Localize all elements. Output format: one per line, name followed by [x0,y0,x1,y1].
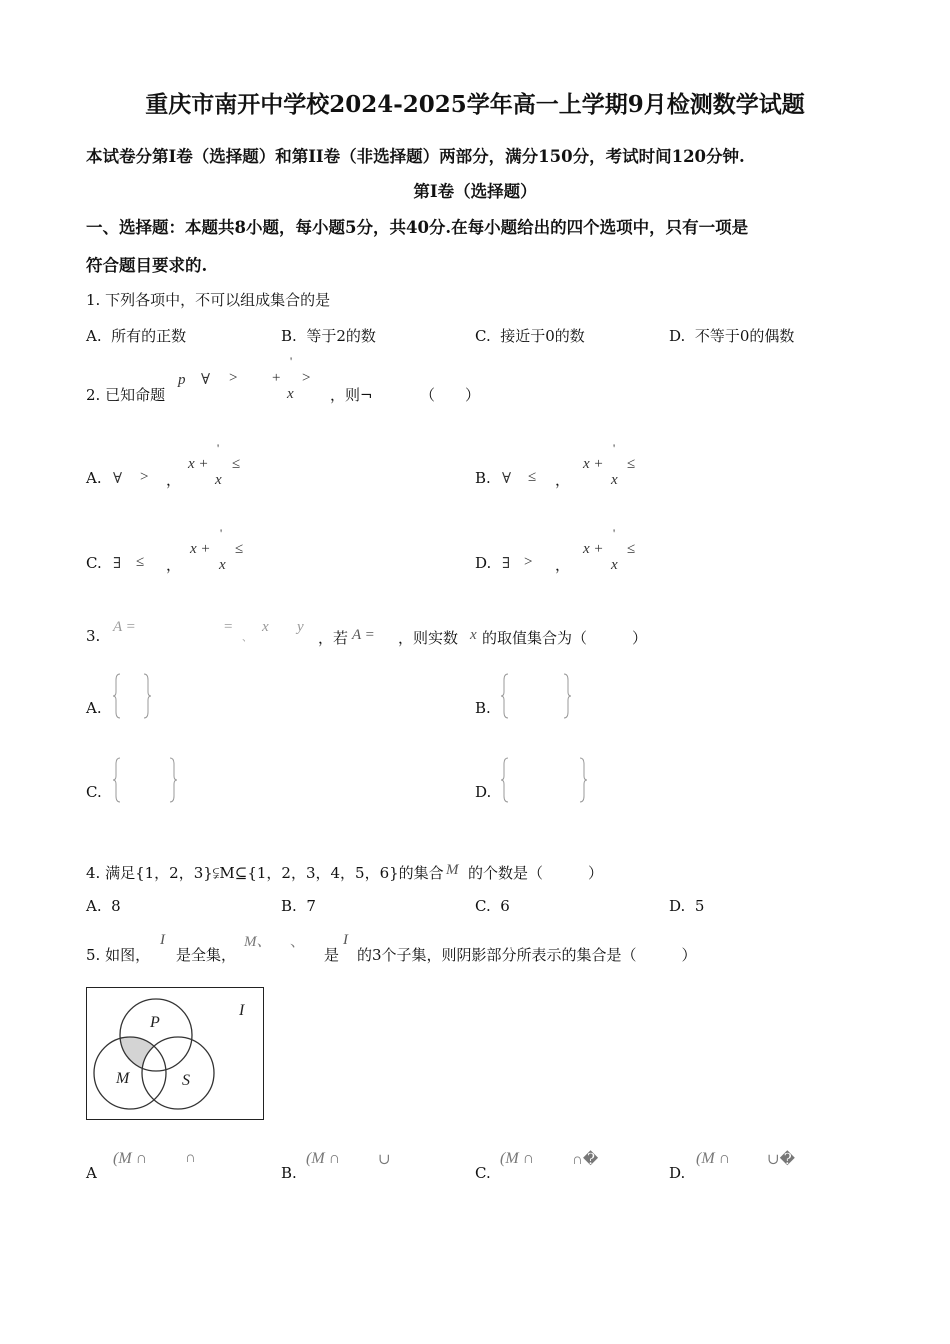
q2-x-den: x [287,386,294,402]
q4-option-a: A. 8 [86,897,121,915]
q4-option-d: D. 5 [669,897,705,915]
q4-M: M [446,862,459,878]
q5-option-b-label: B. [281,1164,297,1182]
q2-option-b-label: B. [475,469,491,487]
q2-option-c-rel: ≤ [136,554,145,570]
q3-tail2: 的取值集合为（ ） [482,629,648,647]
q3-y: y [297,619,304,635]
q4-option-c: C. 6 [475,897,510,915]
q2-option-b-rel: ≤ [528,469,537,485]
venn-label-s: S [182,1072,190,1089]
q1-option-d: D. 不等于0的偶数 [669,327,795,345]
q3-option-b-braces [500,672,572,720]
q3-tail: ，则实数 [398,629,459,647]
q1-option-a: A. 所有的正数 [86,327,187,345]
part1-heading-cont: 符合题目要求的. [86,256,208,275]
exam-intro: 本试卷分第I卷（选择题）和第II卷（非选择题）两部分，满分150分，考试时间120分钟. [86,147,745,166]
q2-paren: （ ） [420,386,481,404]
q2-plus: + [272,370,281,386]
q5-option-b-expr: (M ∩ [306,1150,341,1167]
q3-option-c-label: C. [86,783,102,801]
q5-option-c-label: C. [475,1164,491,1182]
q3-option-d-label: D. [475,783,492,801]
q3-A-eq2: A = [352,627,375,643]
q3-option-d-braces [500,756,588,804]
q5-M-comma: M、 [244,934,272,950]
q3-A-eq: A = [113,619,136,635]
q2-option-a-le: ≤ [232,456,241,472]
q3-x2: x [470,627,477,643]
q1-option-b: B. 等于2的数 [281,327,376,345]
q3-x: x [262,619,269,635]
q2-option-a-quant: ∀ [113,471,123,487]
q3-option-a-label: A. [86,699,102,717]
q2-option-c-le: ≤ [235,541,244,557]
venn-circle-s [142,1037,214,1109]
q3-eq: = [224,619,233,635]
q5-text2: 是全集， [176,946,237,964]
page-title: 重庆市南开中学校2024-2025学年高一上学期9月检测数学试题 [145,91,805,118]
q4-stem: 4. 满足{1，2，3}⫋M⊆{1，2，3，4，5，6}的集合 [86,864,444,882]
q3-option-c-braces [112,756,178,804]
q2-tick: ' [290,354,293,368]
q5-option-b-tail: ∪ [378,1152,391,1168]
q2-option-c-label: C. [86,554,102,572]
q2-option-b-le: ≤ [627,456,636,472]
q2-option-b-expr: x + [583,456,604,472]
part1-heading: 一、选择题：本题共8小题，每小题5分，共40分.在每小题给出的四个选项中，只有一项是 [86,218,749,237]
q2-option-d-quant: ∃ [502,556,511,572]
q4-tail: 的个数是（ ） [468,864,604,882]
q2-option-d-comma: ， [555,556,571,574]
q3-number: 3. [86,627,101,645]
q3-option-a-braces [112,672,152,720]
venn-label-i: I [239,1002,245,1019]
q5-option-c-expr: (M ∩ [500,1150,535,1167]
q2-option-c-comma: ， [166,556,182,574]
q2-option-a-den: x [215,472,222,488]
q2-option-c-expr: x + [190,541,211,557]
q3-sep: 、 [242,633,252,644]
q2-option-a-rel: > [140,469,149,485]
q2-option-c-tick: ' [220,526,223,540]
section-title: 第I卷（选择题） [413,182,537,201]
q2-stem-prefix: 2. 已知命题 [86,386,166,404]
venn-label-p: P [150,1014,160,1031]
q2-option-a-tick: ' [217,441,220,455]
q2-option-a-label: A. [86,469,102,487]
q5-option-d-label: D. [669,1164,686,1182]
q2-option-b-tick: ' [613,441,616,455]
q5-prefix: 5. 如图， [86,946,151,964]
q2-option-b-quant: ∀ [502,471,512,487]
q2-option-d-rel: > [524,554,533,570]
q2-p-symbol: p [178,372,186,388]
q1-option-c: C. 接近于0的数 [475,327,585,345]
q5-I: I [160,932,165,948]
q4-option-b: B. 7 [281,897,316,915]
q3-option-b-label: B. [475,699,491,717]
q2-gt: > [229,370,238,386]
venn-diagram [86,987,264,1120]
q5-I2: I [343,932,348,948]
q1-stem: 1. 下列各项中，不可以组成集合的是 [86,291,331,309]
q2-option-d-expr: x + [583,541,604,557]
q2-option-d-label: D. [475,554,492,572]
q2-gt2: > [302,370,311,386]
venn-label-m: M [116,1070,130,1087]
q3-mid: ，若 [318,629,349,647]
q5-option-c-tail: ∩� [572,1152,599,1168]
q2-option-d-le: ≤ [627,541,636,557]
q2-option-d-den: x [611,557,618,573]
q5-text3: 是 [324,946,340,964]
q2-option-a-expr: x + [188,456,209,472]
venn-svg [86,987,264,1120]
q5-option-a-expr: (M ∩ [113,1150,148,1167]
q2-option-c-den: x [219,557,226,573]
q2-option-c-quant: ∃ [113,556,122,572]
q2-option-b-comma: ， [555,471,571,489]
q5-option-d-expr: (M ∩ [696,1150,731,1167]
q5-text4: 的3个子集，则阴影部分所表示的集合是（ ） [357,946,697,964]
q5-option-a-tail: ∩ [185,1150,196,1166]
q2-option-b-den: x [611,472,618,488]
q5-sep: 、 [290,934,306,950]
q2-option-d-tick: ' [613,526,616,540]
q2-option-a-comma: ， [166,471,182,489]
q5-option-d-tail: ∪� [767,1152,795,1168]
q5-option-a-label: A [86,1164,97,1182]
q2-stem-suffix: ，则¬ [330,386,373,404]
q2-forall: ∀ [201,372,211,388]
